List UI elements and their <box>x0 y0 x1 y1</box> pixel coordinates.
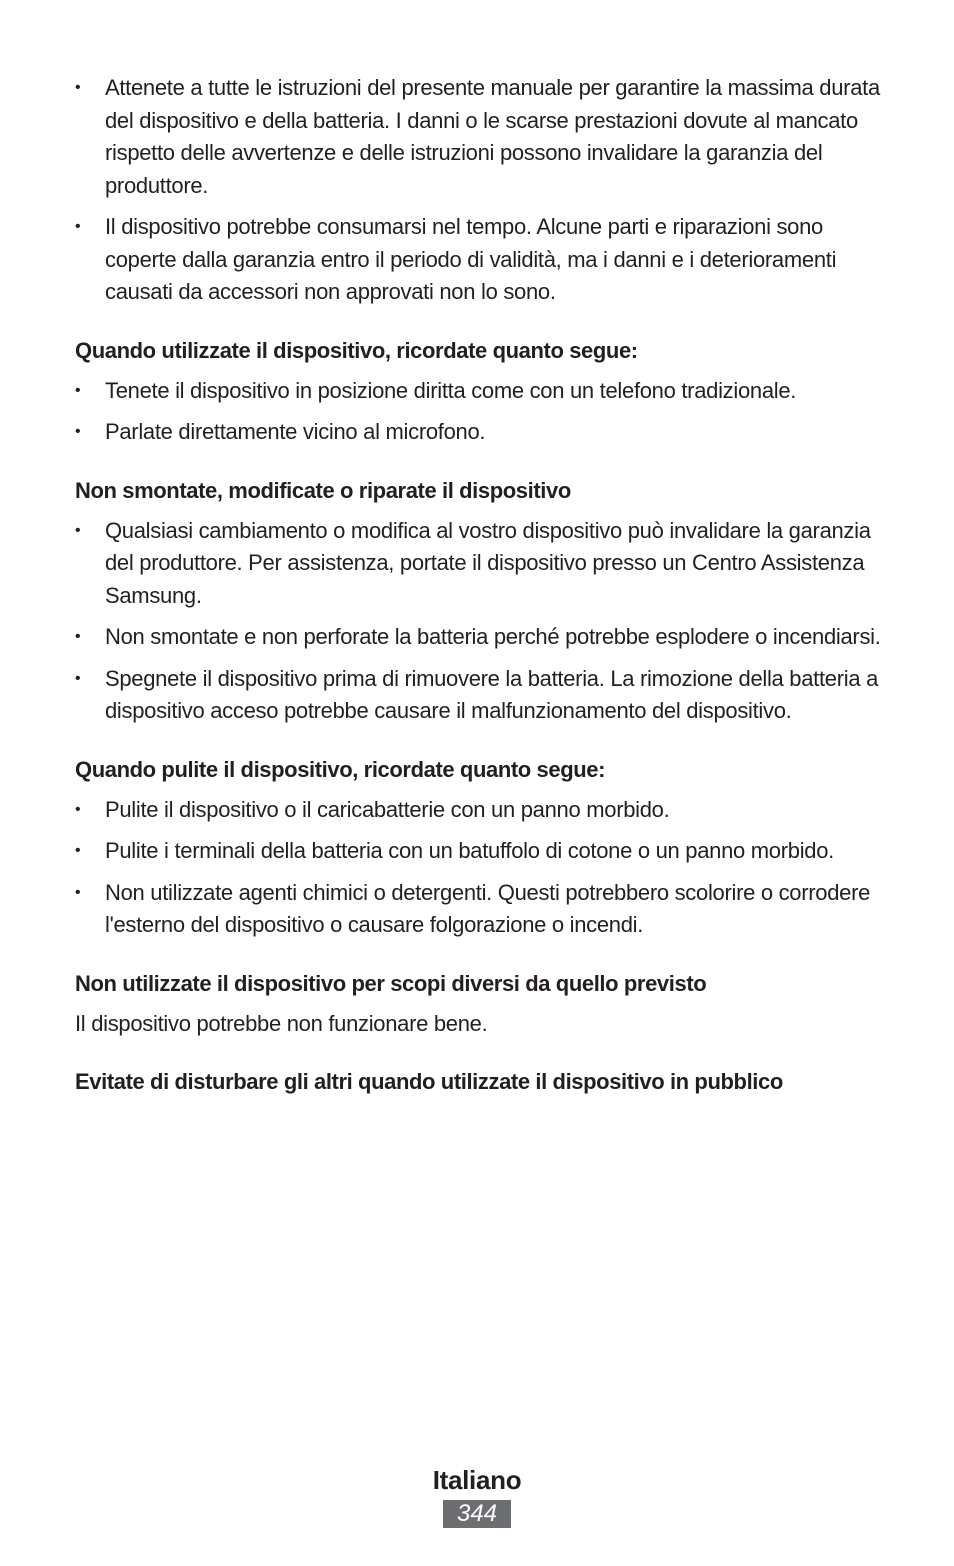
bullet-marker: • <box>75 628 81 645</box>
section-public-use <box>75 1066 885 1098</box>
list-item-text: Non utilizzate agenti chimici o detergenti. Questi potrebbero scolorire o corrodere l'esterno del dispositivo o causare folgorazione o incendi. <box>105 879 871 937</box>
list-item <box>75 375 885 408</box>
section-heading: Evitate di disturbare gli altri quando utilizzate il dispositivo in pubblico <box>75 1069 783 1094</box>
manual-page-content <box>75 72 885 1106</box>
list-item <box>75 663 885 728</box>
list-item-text: Non smontate e non perforate la batteria perché potrebbe esplodere o incendiarsi. <box>105 624 881 649</box>
list-item-text: Parlate direttamente vicino al microfono. <box>105 419 486 444</box>
bullet-marker: • <box>75 521 81 539</box>
section-intended-use <box>75 968 885 1041</box>
bullet-list <box>75 515 885 728</box>
list-item <box>75 416 885 449</box>
list-item-text: Pulite i terminali della batteria con un batuffolo di cotone o un panno morbido. <box>105 838 834 863</box>
section-paragraph: Il dispositivo potrebbe non funzionare bene. <box>75 1010 488 1036</box>
section-usage <box>75 335 885 449</box>
bullet-list <box>75 794 885 942</box>
bullet-marker: • <box>75 218 81 235</box>
list-item-text: Il dispositivo potrebbe consumarsi nel tempo. Alcune parti e riparazioni sono coperte dalla garanzia entro il periodo di validità, ma i danni e i deterioramenti causati da accessori non approvati non lo sono. <box>105 214 837 304</box>
bullet-list <box>75 375 885 449</box>
bullet-marker: • <box>75 79 81 96</box>
list-item <box>75 794 885 827</box>
bullet-marker: • <box>75 381 81 399</box>
page-number: 344 <box>443 1500 511 1528</box>
list-item <box>75 515 885 613</box>
list-item-text: Tenete il dispositivo in posizione diritta come con un telefono tradizionale. <box>105 377 797 403</box>
list-item <box>75 835 885 868</box>
list-item-text: Attenete a tutte le istruzioni del presente manuale per garantire la massima durata del dispositivo e della batteria. I danni o le scarse prestazioni dovute al mancato rispetto delle avvertenze e delle istruzioni possono invalidare la garanzia del produttore. <box>105 75 880 198</box>
section-heading: Non utilizzate il dispositivo per scopi diversi da quello previsto <box>75 970 707 996</box>
list-item <box>75 72 885 202</box>
footer-language: Italiano <box>432 1465 522 1495</box>
list-item <box>75 877 885 942</box>
list-item <box>75 621 885 654</box>
section-no-disassembly <box>75 475 885 728</box>
section-heading: Quando utilizzate il dispositivo, ricordate quanto segue: <box>75 337 638 363</box>
bullet-list <box>75 72 885 309</box>
bullet-marker: • <box>75 842 81 859</box>
section-heading: Non smontate, modificate o riparate il dispositivo <box>75 477 571 503</box>
list-item-text: Qualsiasi cambiamento o modifica al vostro dispositivo può invalidare la garanzia del produttore. Per assistenza, portate il dispositivo presso un Centro Assistenza Samsung. <box>105 517 871 608</box>
section-warranty <box>75 72 885 309</box>
bullet-marker: • <box>75 423 81 440</box>
page-footer <box>0 1462 954 1528</box>
bullet-marker: • <box>75 669 81 687</box>
list-item-text: Spegnete il dispositivo prima di rimuovere la batteria. La rimozione della batteria a dispositivo acceso potrebbe causare il malfunzionamento del dispositivo. <box>105 665 879 723</box>
section-cleaning <box>75 754 885 942</box>
list-item-text: Pulite il dispositivo o il caricabatterie con un panno morbido. <box>105 796 670 822</box>
bullet-marker: • <box>75 883 81 901</box>
bullet-marker: • <box>75 800 81 818</box>
section-heading: Quando pulite il dispositivo, ricordate quanto segue: <box>75 756 606 782</box>
list-item <box>75 211 885 309</box>
